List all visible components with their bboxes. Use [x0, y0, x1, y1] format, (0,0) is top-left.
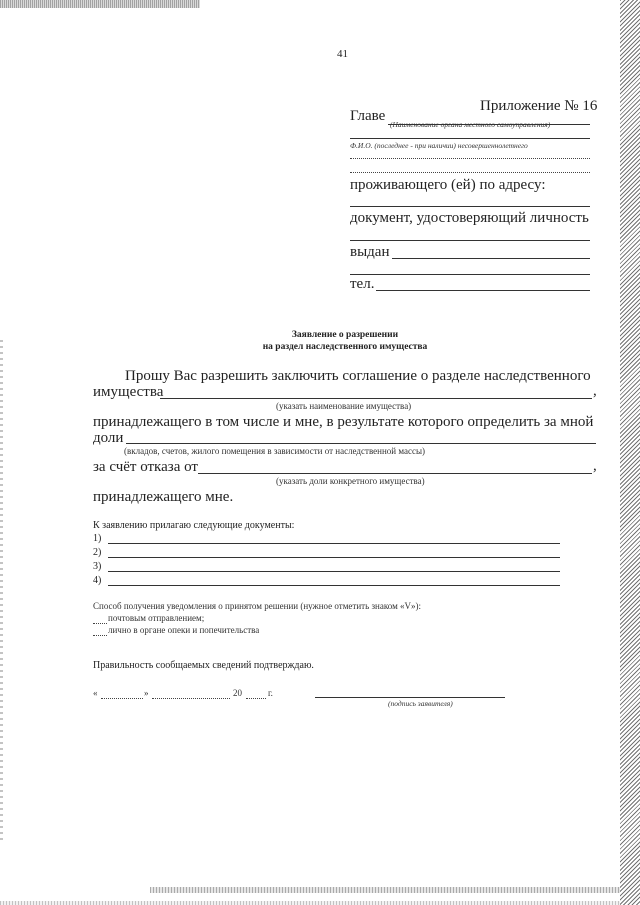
share-hint: (вкладов, счетов, жилого помещения в зависимости от наследственной массы): [124, 446, 425, 456]
attachment-num-3: 3): [93, 561, 102, 572]
scan-edge-top: [0, 0, 200, 8]
belonging-share-line: принадлежащего в том числе и мне, в результате которого определить за мной: [93, 414, 594, 430]
residing-label: проживающего (ей) по адресу:: [350, 177, 546, 193]
year-suffix: г.: [268, 688, 273, 698]
appendix-label: Приложение № 16: [480, 98, 598, 114]
scan-edge-right: [620, 0, 640, 905]
confirmation-text: Правильность сообщаемых сведений подтверждаю.: [93, 660, 314, 671]
phone-line[interactable]: [376, 290, 590, 291]
attachment-line-1[interactable]: [108, 543, 560, 544]
attachment-line-4[interactable]: [108, 585, 560, 586]
address-line[interactable]: [350, 206, 590, 207]
belonging-label: принадлежащего мне.: [93, 489, 234, 505]
month-line[interactable]: [152, 698, 230, 699]
attachment-num-4: 4): [93, 575, 102, 586]
doc-title-line1: Заявление о разрешении: [291, 330, 399, 340]
attachment-num-2: 2): [93, 547, 102, 558]
year-line[interactable]: [246, 698, 266, 699]
attachment-line-2[interactable]: [108, 557, 560, 558]
signature-line[interactable]: [315, 697, 505, 698]
organ-hint: (Наименование органа местного самоуправления): [390, 120, 551, 129]
quote-close: »: [144, 688, 149, 698]
property-line[interactable]: [160, 398, 592, 399]
request-line: Прошу Вас разрешить заключить соглашение о разделе наследственного: [125, 368, 591, 384]
attachment-num-1: 1): [93, 533, 102, 544]
refusal-hint: (указать доли конкретного имущества): [276, 476, 425, 486]
day-line[interactable]: [101, 698, 143, 699]
to-label: Главе: [350, 108, 386, 124]
issued-line[interactable]: [392, 258, 590, 259]
property-comma: ,: [593, 383, 597, 399]
scan-edge-bottom: [150, 887, 620, 893]
refusal-comma: ,: [593, 458, 597, 474]
fio-line[interactable]: [350, 158, 590, 159]
fio-line-2[interactable]: [350, 172, 590, 173]
notification-option-inperson: лично в органе опеки и попечительства: [108, 625, 260, 635]
property-hint: (указать наименование имущества): [276, 401, 412, 411]
scan-edge-bottom-2: [0, 901, 620, 905]
document-label: документ, удостоверяющий личность: [350, 210, 589, 226]
quote-open: «: [93, 688, 98, 698]
phone-label: тел.: [350, 276, 375, 292]
organ-line-2[interactable]: [350, 138, 590, 139]
scan-edge-left: [0, 340, 3, 840]
refusal-line[interactable]: [198, 473, 592, 474]
document-line[interactable]: [350, 240, 590, 241]
page-number: 41: [337, 48, 348, 60]
notification-heading: Способ получения уведомления о принятом решении (нужное отметить знаком «V»):: [93, 601, 422, 611]
refusal-label: за счёт отказа от: [93, 459, 198, 475]
notification-option-post: почтовым отправлением;: [108, 613, 205, 623]
attachment-line-3[interactable]: [108, 571, 560, 572]
notification-checkbox-inperson[interactable]: [93, 635, 107, 636]
share-line[interactable]: [126, 443, 596, 444]
doc-title-line2: на раздел наследственного имущества: [262, 342, 428, 352]
signature-hint: (подпись заявителя): [388, 699, 453, 708]
share-label: доли: [93, 430, 124, 446]
notification-checkbox-post[interactable]: [93, 623, 107, 624]
year-prefix: 20: [233, 688, 242, 698]
issued-line-2[interactable]: [350, 274, 590, 275]
attachments-heading: К заявлению прилагаю следующие документы:: [93, 520, 295, 531]
issued-label: выдан: [350, 244, 390, 260]
property-label: имущества: [93, 384, 164, 400]
fio-hint: Ф.И.О. (последнее - при наличии) несовершеннолетнего: [350, 141, 528, 150]
